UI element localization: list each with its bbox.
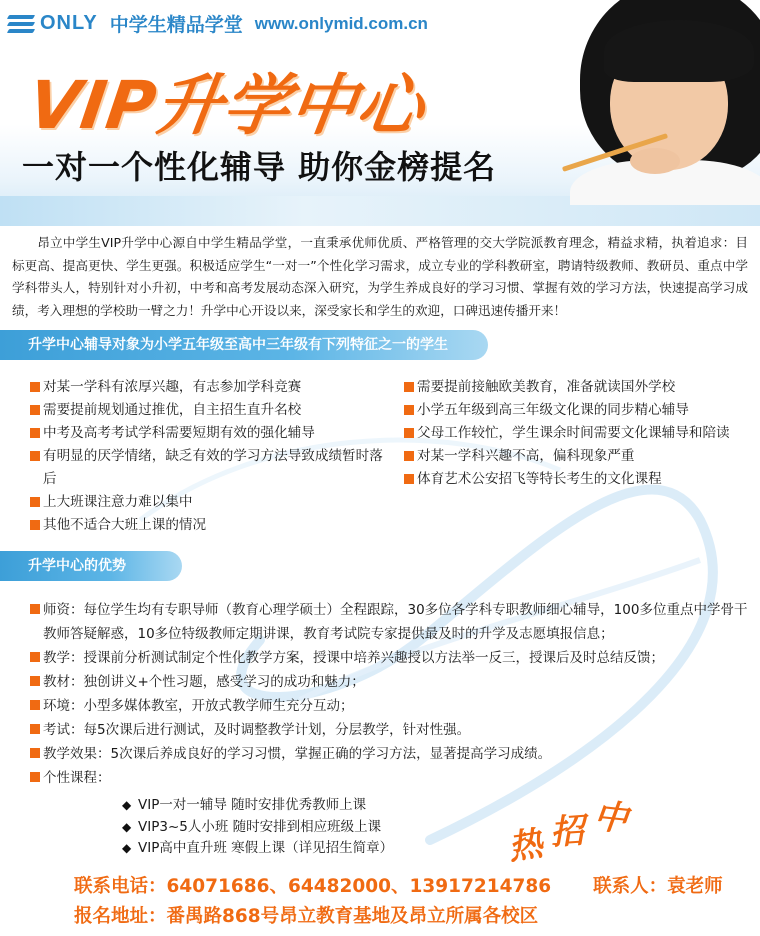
list-item: 其他不适合大班上课的情况	[30, 514, 390, 537]
badge-char: 中	[591, 796, 630, 840]
advantage-faculty: 师资：每位学生均有专职导师（教育心理学硕士）全程跟踪，30多位各学科专职教师细心辅导，100多位重点中学骨干教师答疑解惑，10多位特级教师定期讲课，教育考试院专家提供最及时的升学及志愿填报信息；	[30, 598, 750, 646]
only-logo-icon	[8, 13, 34, 35]
section-advantages-header: 升学中心的优势	[0, 551, 182, 581]
list-item: 中考及高考考试学科需要短期有效的强化辅导	[30, 422, 390, 445]
header-banner	[0, 0, 760, 226]
contact-person: 袁老师	[667, 876, 723, 897]
course-list	[122, 795, 393, 860]
course-item: ◆ VIP3~5人小班 随时安排到相应班级上课	[122, 817, 393, 839]
website-url[interactable]: www.onlymid.com.cn	[254, 13, 428, 33]
section-target-students-header: 升学中心辅导对象为小学五年级至高中三年级有下列特征之一的学生	[0, 330, 488, 360]
phone-label: 联系电话：	[74, 876, 167, 897]
student-photo	[540, 0, 760, 205]
logo[interactable]	[8, 10, 428, 37]
badge-char: 热	[505, 823, 546, 869]
person-label: 联系人：	[593, 876, 668, 897]
list-item: 体育艺术公安招飞等特长考生的文化课程	[404, 468, 749, 491]
advantage-courses: 个性课程：	[30, 766, 750, 790]
list-item: 父母工作较忙，学生课余时间需要文化课辅导和陪读	[404, 422, 749, 445]
phone-numbers[interactable]: 64071686、64482000、13917214786	[166, 876, 552, 897]
list-item: 有明显的厌学情绪，缺乏有效的学习方法导致成绩暂时落后	[30, 445, 390, 491]
logo-cn-name: 中学生精品学堂	[109, 14, 243, 36]
advantage-materials: 教材：独创讲义+个性习题，感受学习的成功和魅力；	[30, 670, 750, 694]
list-item: 需要提前接触欧美教育，准备就读国外学校	[404, 376, 749, 399]
intro-paragraph: 昂立中学生VIP升学中心源自中学生精品学堂，一直秉承优师优质、严格管理的交大学院派教育理念，精益求精，执着追求：目标更高、提高更快、学生更强。积极适应学生“一对一”个性化学习需求，成立专业的学科教研室，聘请特级教师、教研员、重点中学学科带头人，特别针对小升初，中考和高考发展动态深入研究，为学生养成良好的学习习惯、掌握有效的学习方法，快速提高学习成绩，考入理想的学校助一臂之力！升学中心开设以来，深受家长和学生的欢迎，口碑迅速传播开来！	[12, 235, 748, 318]
target-list-right	[404, 376, 749, 491]
list-item: 小学五年级到高三年级文化课的同步精心辅导	[404, 399, 749, 422]
hot-enrollment-badge	[500, 790, 650, 870]
address-label: 报名地址：	[74, 906, 167, 927]
course-item: ◆ VIP高中直升班 寒假上课（详见招生简章）	[122, 838, 393, 860]
address: 番禺路868号昂立教育基地及昂立所属各校区	[166, 906, 539, 927]
target-list-left	[30, 376, 390, 537]
page-subtitle: 一对一个性化辅导 助你金榜提名	[22, 148, 497, 186]
contact-phone-line	[74, 872, 723, 898]
list-item: 对某一学科兴趣不高，偏科现象严重	[404, 445, 749, 468]
advantage-teaching: 教学：授课前分析测试制定个性化教学方案，授课中培养兴趣授以方法举一反三，授课后及时总结反馈；	[30, 646, 750, 670]
list-item: 需要提前规划通过推优，自主招生直升名校	[30, 399, 390, 422]
contact-address-line	[74, 902, 538, 928]
advantages-list	[30, 598, 750, 790]
course-item: ◆ VIP一对一辅导 随时安排优秀教师上课	[122, 795, 393, 817]
list-item: 对某一学科有浓厚兴趣，有志参加学科竞赛	[30, 376, 390, 399]
advantage-results: 教学效果：5次课后养成良好的学习习惯，掌握正确的学习方法，显著提高学习成绩。	[30, 742, 750, 766]
badge-char: 招	[548, 810, 586, 854]
advantage-environment: 环境：小型多媒体教室，开放式教学师生充分互动；	[30, 694, 750, 718]
advantage-exams: 考试：每5次课后进行测试，及时调整教学计划，分层教学，针对性强。	[30, 718, 750, 742]
list-item: 上大班课注意力难以集中	[30, 491, 390, 514]
logo-brand: ONLY	[40, 12, 98, 34]
page-title: VIP升学中心	[23, 67, 430, 144]
